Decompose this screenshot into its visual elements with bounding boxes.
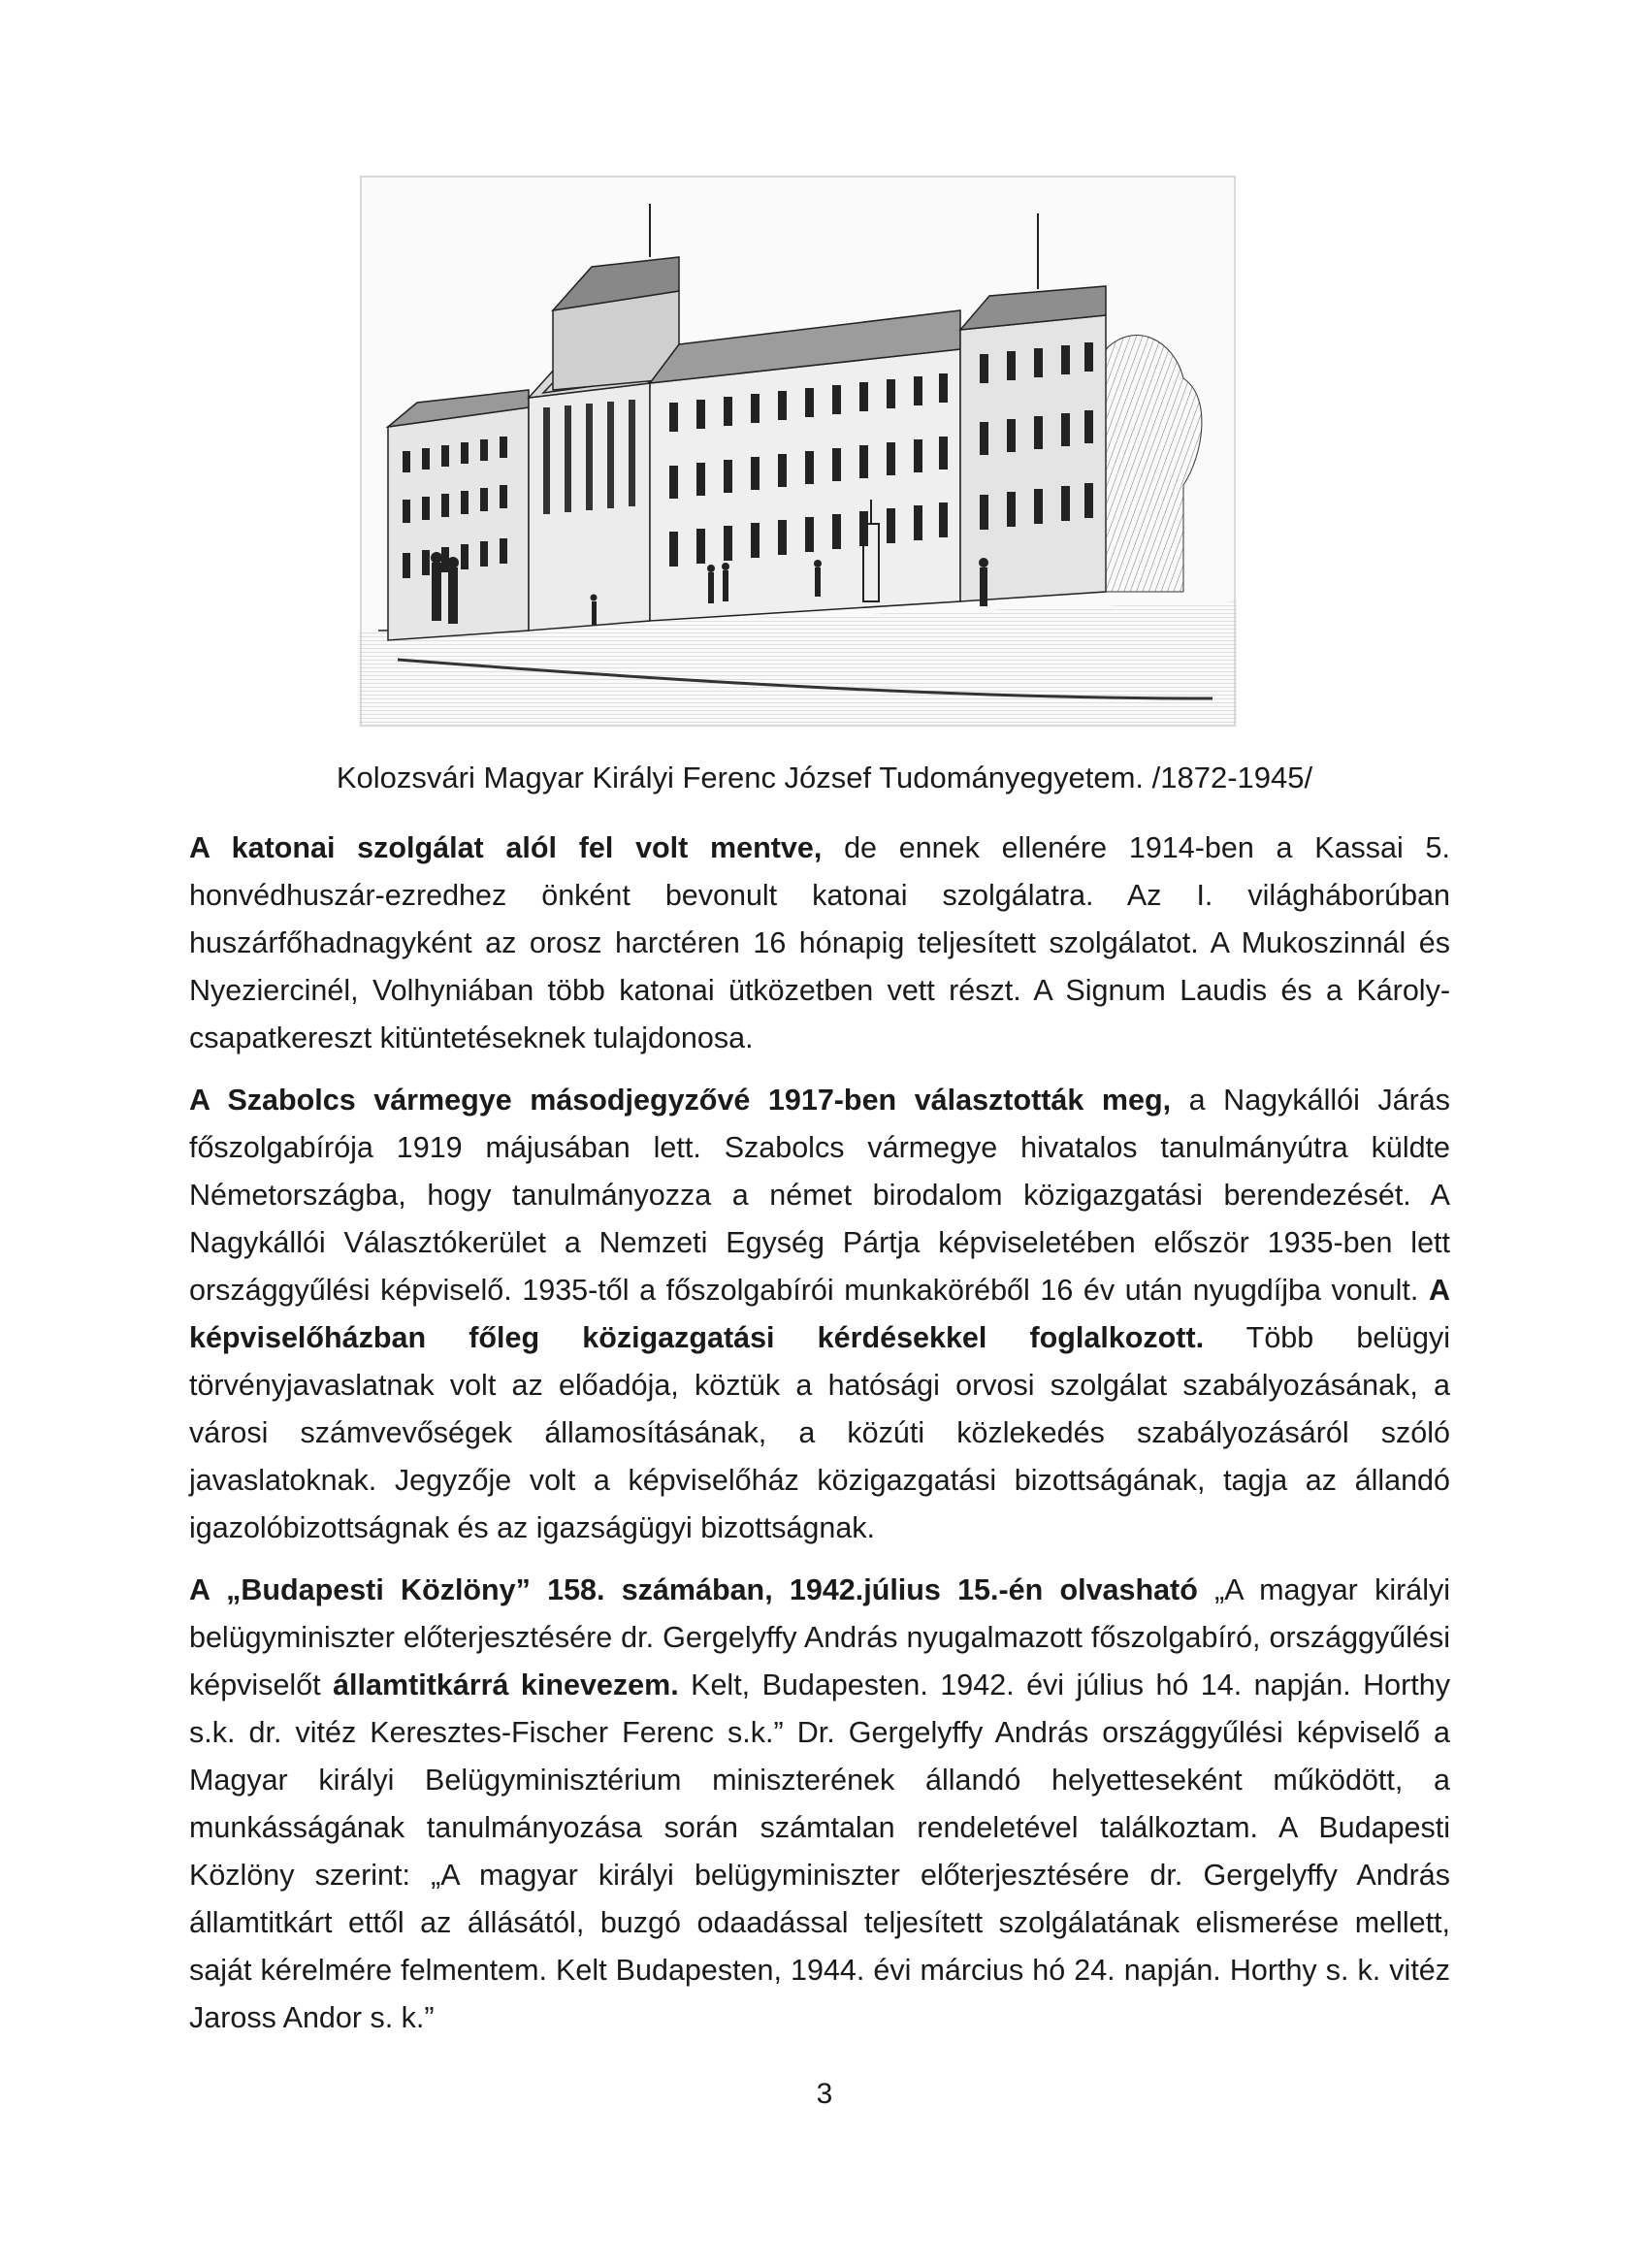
- text-run: Kelt, Budapesten. 1942. évi július hó 14. napján. Horthy s.k. dr. vitéz Keresztes-Fischer Ferenc s.k.” Dr. Gergelyffy András országgyűlési képviselő a Magyar királyi Belügyminisztérium miniszterének állandó helyetteseként működött, a munkásságának tanulmányozása során számtalan rendeletével találkoztam. A Budapesti Közlöny szerint: „A magyar királyi belügyminiszter előterjesztésére dr. Gergelyffy András államtitkárt ettől az állásától, buzgó odaadással teljesített szolgálatának elismerése mellett, saját kérelmére felmentem. Kelt Budapesten, 1944. évi március hó 24. napján. Horthy s. k. vitéz Jaross Andor s. k.”: [189, 1669, 1450, 2034]
- bold-run: A „Budapesti Közlöny” 158. számában, 1942.július 15.-én olvasható: [189, 1573, 1198, 1606]
- paragraph-military-service: [189, 825, 1450, 1062]
- illustration-caption: Kolozsvári Magyar Királyi Ferenc József Tudományegyetem. /1872-1945/: [336, 761, 1313, 794]
- bold-run: A katonai szolgálat alól fel volt mentve,: [189, 831, 823, 864]
- bold-run: A képviselőházban főleg közigazgatási kérdésekkel foglalkozott.: [189, 1274, 1450, 1354]
- paragraph-state-secretary: [189, 1567, 1450, 2042]
- university-building-illustration: [359, 175, 1237, 728]
- text-run: a Nagykállói Járás főszolgabírója 1919 májusában lett. Szabolcs vármegye hivatalos tanulmányútra küldte Németországba, hogy tanulmányozza a német birodalom közigazgatási berendezését. A Nagykállói Választókerület a Nemzeti Egység Pártja képviseletében először 1935-ben lett országgyűlési képviselő. 1935-től a főszolgabírói munkaköréből 16 év után nyugdíjba vonult.: [189, 1084, 1451, 1307]
- text-run: „A magyar királyi belügyminiszter előterjesztésére dr. Gergelyffy András nyugalmazott főszolgabíró, országgyűlési képviselőt: [189, 1573, 1451, 1701]
- paragraph-county-career: [189, 1077, 1450, 1552]
- text-run: Több belügyi törvényjavaslatnak volt az előadója, köztük a hatósági orvosi szolgálat szabályozásának, a városi számvevőségek államosításának, a közúti közlekedés szabályozásáról szóló javaslatoknak. Jegyzője volt a képviselőház közigazgatási bizottságának, tagja az állandó igazolóbizottságnak és az igazságügyi bizottságnak.: [189, 1321, 1450, 1544]
- bold-run: államtitkárrá kinevezem.: [333, 1669, 679, 1701]
- page-number: 3: [816, 2078, 833, 2110]
- bold-run: A Szabolcs vármegye másodjegyzővé 1917-ben választották meg,: [189, 1084, 1172, 1117]
- text-run: de ennek ellenére 1914-ben a Kassai 5. honvédhuszár-ezredhez önként bevonult katonai szolgálatra. Az I. világháborúban huszárfőhadnagyként az orosz harctéren 16 hónapig teljesített szolgálatot. A Mukoszinnál és Nyeziercinél, Volhyniában több katonai ütközetben vett részt. A Signum Laudis és a Károly-csapatkereszt kitüntetéseknek tulajdonosa.: [189, 831, 1450, 1054]
